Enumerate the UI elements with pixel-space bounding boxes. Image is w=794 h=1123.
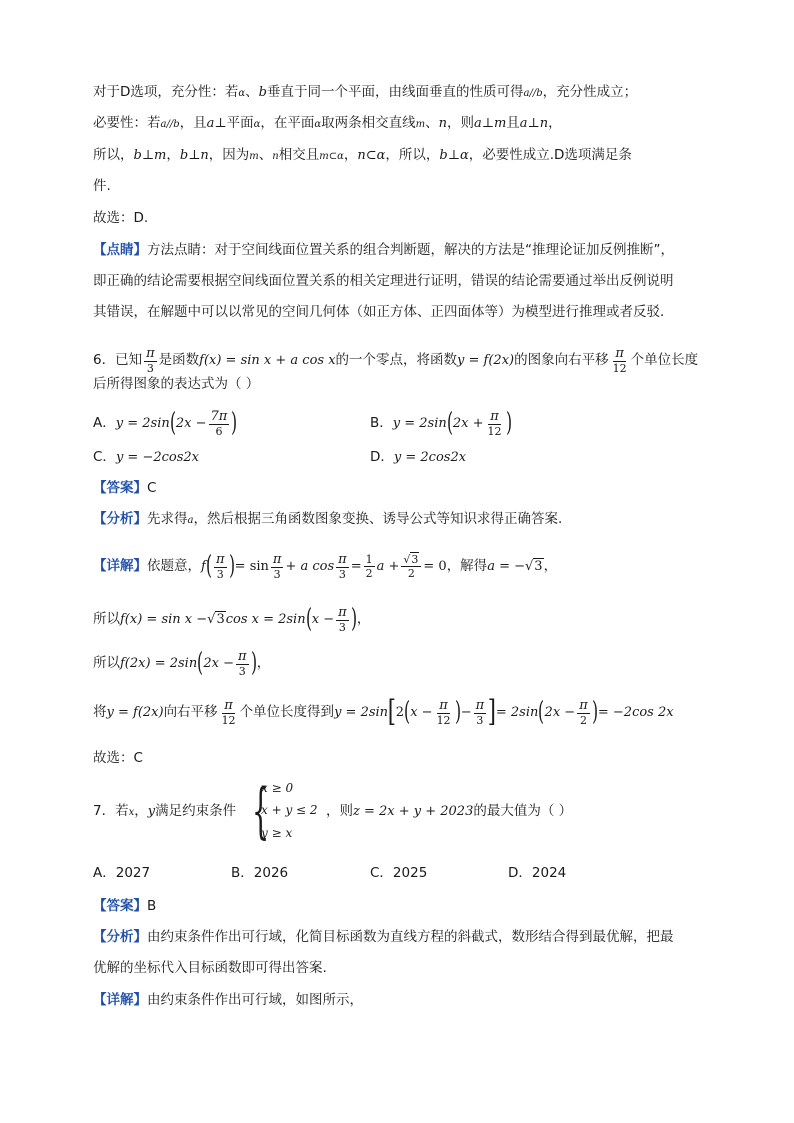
fraction-pi-over-3 [336,553,349,580]
text: ， [343,147,358,163]
text: 且 [506,115,520,131]
paren-left: ( [538,697,545,727]
sqrt: √3 [525,559,543,574]
text: ， [543,558,558,574]
text: 、 [245,84,259,100]
fraction-pi-over-3 [474,699,487,726]
text: ，且 [179,115,207,131]
math-a: a [187,515,194,526]
math-x: x [128,807,135,818]
fraction-numerator: π [615,345,624,361]
text: ，必要性成立.D选项满足条 [468,147,632,163]
fraction-numerator: √3 [401,554,421,567]
answer-6 [93,478,156,498]
math-b-perp-alpha: b⊥α [439,148,469,163]
question-6-line-2: 后所得图象的表达式为（ ） [93,376,260,392]
answer-7 [93,896,156,916]
fraction-denominator: 2 [579,713,587,727]
fraction-denominator: 3 [216,567,224,581]
math-y-f2x: y = f(2x) [457,353,515,368]
fraction-numerator: π [579,697,588,713]
text: 相交且 [278,147,320,163]
math: 2x + [452,416,484,431]
text: 的一个零点，将函数 [335,352,458,368]
text: 、 [425,115,439,131]
math: a = − [487,559,525,574]
analysis-7-line-1 [93,927,674,947]
math-b: b [258,85,267,100]
fraction-pi-over-12 [220,699,238,726]
math: = sin [234,559,269,574]
text: 方法点睛：对于空间线面位置关系的组合判断题，解决的方法是“推理论证加反例推断”， [147,242,674,258]
fraction-numerator: π [338,551,347,567]
math: = −2cos 2x [597,705,674,720]
question-7-line-1 [93,801,236,823]
question-7-line-1b [326,801,572,822]
analysis-tag: 【分析】 [93,511,147,527]
detail-6-line-3 [93,645,270,682]
paren-right: ) [505,408,512,438]
math-m-subset-alpha: m⊂α [319,151,344,162]
math: − [460,705,472,720]
fraction-numerator: π [237,648,247,664]
question-6-line-1 [93,343,698,378]
question-number: 6．已知 [93,352,143,368]
detail-7 [93,990,363,1010]
math-f-expression: f(x) = sin x + a cos x [199,353,336,368]
constraint-2: x + y ≤ 2 [261,803,318,817]
fraction-1-over-2 [364,554,375,579]
sqrt-radicand: 3 [411,552,419,566]
text: 所以 [93,611,120,627]
option-6-c[interactable] [93,447,199,468]
fraction-pi-over-2 [577,699,590,726]
text: 所以， [93,147,134,163]
fraction-denominator: 3 [146,361,154,375]
fraction-denominator: 12 [436,713,451,727]
math: + a cos [285,559,335,574]
tip-line-3: 其错误，在解题中可以以常见的空间几何体（如正方体、正四面体等）为模型进行推理或者反驳． [93,304,674,320]
text: 由约束条件作出可行域，化简目标函数为直线方程的斜截式，数形结合得到最优解，把最 [147,929,674,945]
text: 将 [93,704,107,720]
option-label: C． [93,449,116,465]
bracket-right: ] [487,694,497,729]
fraction-numerator: π [439,697,448,713]
math-m: m [249,151,259,162]
answer-value: B [147,898,157,914]
math: 2x − [544,705,576,720]
answer-tag: 【答案】 [93,898,147,914]
text-line-2 [93,113,562,135]
paren-right: ) [591,697,598,727]
answer-tag: 【答案】 [93,480,147,496]
math: f [201,559,206,574]
question-number: 7．若 [93,803,129,819]
sqrt-radicand: 3 [534,559,543,574]
fraction-numerator: π [475,697,485,713]
detail-6-line-1 [93,548,557,585]
detail-tag: 【详解】 [93,992,147,1008]
option-label: D． [370,449,394,465]
fraction-pi-over-3 [336,606,349,633]
choice-line-d: 故选：D. [93,210,149,226]
text: 是函数 [158,352,200,368]
option-7-c[interactable]: C．2025 [370,865,428,881]
tip-tag: 【点睛】 [93,242,147,258]
fraction-pi-over-3 [144,347,157,374]
math: y = 2sin [392,416,447,431]
text: 满足约束条件 [155,803,237,819]
math: y = 2cos2x [393,450,467,465]
math-n: n [438,116,447,131]
tip-line-2: 即正确的结论需要根据空间线面位置关系的相关定理进行证明，错误的结论需要通过举出反例说明 [93,273,674,289]
paren-left: ( [446,408,453,438]
math: y = −2cos2x [115,450,199,465]
math-a-parallel-b: a//b [523,88,543,99]
math: 2 [395,705,405,720]
text: 个单位长度得到 [239,704,335,720]
sqrt: √3 [207,612,225,627]
paren-left: ( [305,604,312,634]
text: ， [548,115,562,131]
text-line-3 [93,145,632,167]
option-7-a[interactable]: A．2027 [93,865,151,881]
math-alpha: α [314,119,322,130]
text: 所以 [93,655,120,671]
math: f(x) = sin x − [120,612,208,627]
fraction-denominator: 3 [338,620,346,634]
fraction-denominator: 3 [238,664,246,678]
math: 2x − [175,416,207,431]
text: ， [166,147,180,163]
math-b-perp-m: b⊥m [133,148,167,163]
text: ，然后根据三角函数图象变换、诱导公式等知识求得正确答案. [193,511,563,527]
fraction-numerator: π [272,551,282,567]
answer-value: C [147,480,157,496]
detail-tag: 【详解】 [93,558,147,574]
text: ，因为 [208,147,250,163]
paren-right: ) [454,697,461,727]
tip-line-1 [93,240,674,260]
paren-left: ( [205,551,212,581]
math-a-parallel-b: a//b [160,119,180,130]
text: ， [134,803,148,819]
paren-left: ( [169,408,176,438]
math: = 0 [423,559,447,574]
paren-right: ) [228,551,235,581]
option-6-d[interactable] [370,447,466,468]
bracket-left: [ [387,694,397,729]
math: x − [410,705,433,720]
text: 向右平移 [163,704,218,720]
text-line-4: 件. [93,178,111,194]
analysis-tag: 【分析】 [93,929,147,945]
option-7-d[interactable]: D．2024 [508,865,567,881]
option-label: A． [93,415,116,431]
math: y = f(2x) [106,705,164,720]
fraction-denominator: 3 [476,713,484,727]
math-a-perp: a⊥ [206,116,227,131]
text: ， [356,611,371,627]
fraction-numerator: π [338,604,347,620]
text: ，充分性成立； [542,84,638,100]
text: ，则 [446,115,474,131]
text: ，则 [326,803,353,819]
paren-right: ) [231,408,238,438]
text: 垂直于同一个平面，由线面垂直的性质可得 [267,84,524,100]
fraction-pi-over-12 [435,699,453,726]
fraction-denominator: 6 [215,424,223,438]
text: 的最大值为（ ） [473,803,573,819]
text: ，在平面 [260,115,315,131]
math: cos x = 2sin [225,612,306,627]
text: 先求得 [147,511,188,527]
fraction-denominator: 3 [338,567,346,581]
fraction-pi-over-3 [214,553,227,580]
fraction-numerator: π [146,345,155,361]
text: 由约束条件作出可行域，如图所示， [147,992,363,1008]
math-objective: z = 2x + y + 2023 [353,804,474,819]
fraction-numerator: 1 [365,552,373,566]
option-label: B． [370,415,393,431]
math: x − [311,612,335,627]
paren-left: ( [197,648,204,678]
option-7-b[interactable]: B．2026 [231,865,289,881]
analysis-6 [93,509,562,531]
fraction-numerator: π [490,408,499,424]
fraction-denominator: 3 [273,567,281,581]
text: 的图象向右平移 [514,352,609,368]
math: a + [376,559,400,574]
math-y: y [147,804,156,819]
text: 平面 [226,115,254,131]
fraction-denominator: 2 [365,566,373,580]
math: 2x − [203,656,234,671]
text: 取两条相交直线 [321,115,416,131]
paren-left: ( [404,697,411,727]
text: ， [256,655,271,671]
fraction-7pi-over-6 [209,410,230,437]
detail-6-line-2 [93,601,370,638]
math-n: n [272,151,279,162]
sqrt-radicand: 3 [216,612,225,627]
brace-left: { [252,776,270,846]
math-alpha: α [253,119,261,130]
text: 个单位长度 [630,352,699,368]
analysis-7-line-2: 优解的坐标代入目标函数即可得出答案. [93,960,327,976]
fraction-pi-over-12 [486,410,504,437]
fraction-denominator: 12 [221,713,236,727]
text: 依题意， [147,558,201,574]
math-a-perp-m: a⊥m [473,116,507,131]
math: y = 2sin [115,416,170,431]
constraint-3: y ≥ x [261,826,293,840]
math-b-perp-n: b⊥n [179,148,209,163]
text: ，所以， [385,147,440,163]
text-line-1 [93,82,637,104]
fraction-denominator: 2 [407,566,415,580]
fraction-numerator: π [215,551,225,567]
fraction-pi-over-3 [271,553,284,580]
fraction-denominator: 12 [487,424,502,438]
fraction-denominator: 12 [612,361,627,375]
option-6-a[interactable] [93,406,238,441]
text: ，解得 [446,558,488,574]
constraint-1: x ≥ 0 [261,781,294,795]
math: = 2sin [495,705,539,720]
text: 必要性：若 [93,115,161,131]
text: 对于D选项，充分性：若 [93,84,239,100]
choice-line-c: 故选：C [93,750,143,766]
paren-right: ) [250,648,257,678]
fraction-pi-over-3 [236,650,249,677]
math-a-perp-n: a⊥n [519,116,549,131]
math-m: m [415,119,426,130]
fraction-pi-over-12 [611,347,629,374]
fraction-numerator: π [224,697,233,713]
fraction-numerator: 7π [210,408,228,424]
math-alpha: α [238,88,246,99]
detail-6-line-4 [93,693,674,732]
paren-right: ) [350,604,357,634]
option-6-b[interactable] [370,406,512,441]
fraction-sqrt3-over-2 [401,554,421,579]
text: 、 [258,147,273,163]
math-n-subset-alpha: n⊂α [357,148,386,163]
math: f(2x) = 2sin [120,656,198,671]
math: = [350,559,362,574]
math: y = 2sin [334,705,389,720]
